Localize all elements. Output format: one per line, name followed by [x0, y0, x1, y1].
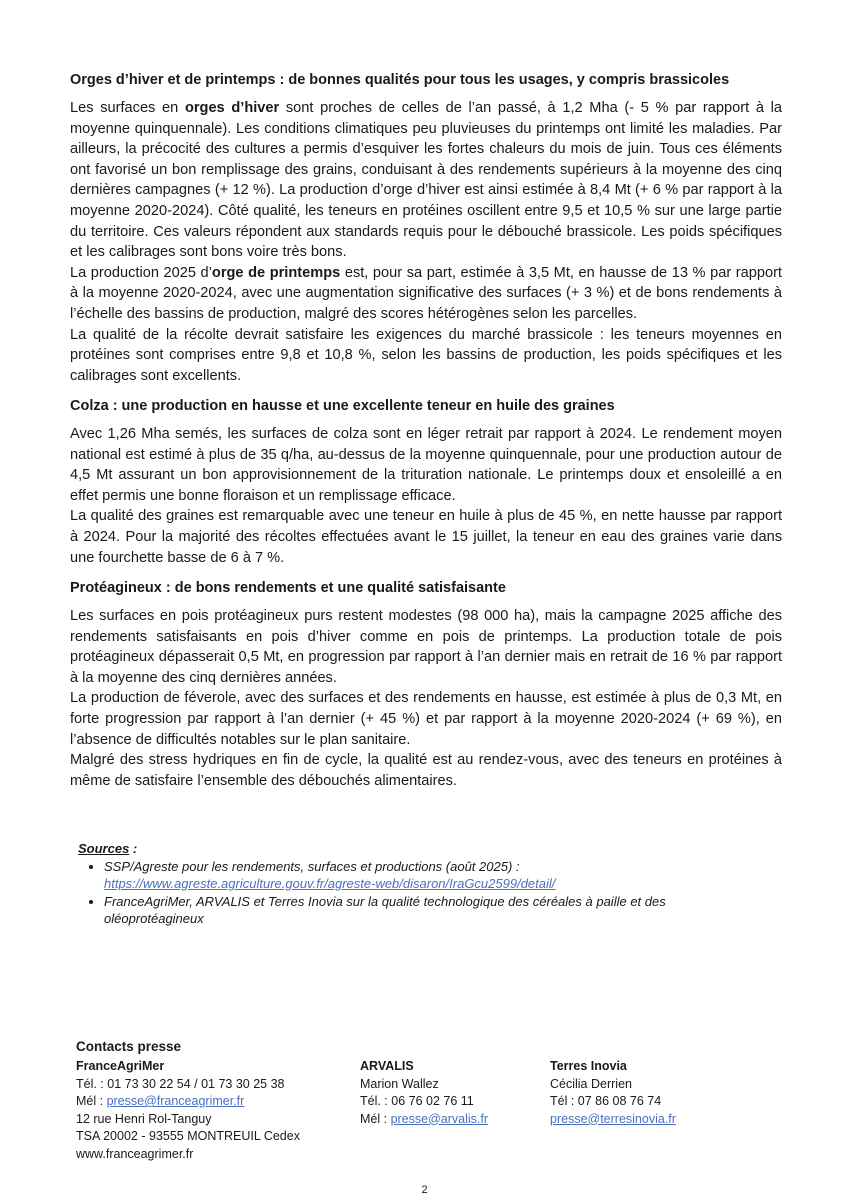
paragraph: La production de féverole, avec des surfaces et des rendements en hausse, est estimée à plus de 0,3 Mt, en forte progression par rapport à l’an dernier (+ 45 %) et par rapport à la moyenne 2020-2024 (+ 69 %), en l’absence de difficultés notables sur le plan sanitaire. [70, 690, 782, 748]
section-heading: Protéagineux : de bons rendements et une qualité satisfaisante [70, 580, 506, 596]
source-item: • SSP/Agreste pour les rendements, surfaces et productions (août 2025) : https://www.agreste.agriculture.gouv.fr/agreste-web/disaron/IraGcu2599/detail/ [104, 858, 758, 893]
paragraph: La qualité des graines est remarquable avec une teneur en huile à plus de 45 %, en nette hausse par rapport à 2024. Pour la majorité des récoltes effectuées avant le 15 juillet, la teneur en eau des graines varie dans une fourchette basse de 6 à 7 %. [70, 508, 782, 566]
terres-inovia-email-link[interactable]: presse@terresinovia.fr [550, 1111, 676, 1126]
sources: Sources : • SSP/Agreste pour les rendements, surfaces et productions (août 2025) : https://www.agreste.agriculture.gouv.fr/agreste-web/disaron/IraGcu2599/detail/ • FranceAgriMer, ARVALIS et Terres Inovia sur la qualité technologique des céréales à paille et des oléoprotéagineux [78, 840, 758, 928]
section-heading: Orges d’hiver et de printemps : de bonnes qualités pour tous les usages, y compris brassicoles [70, 72, 730, 88]
contact-arvalis: ARVALIS Marion Wallez Tél. : 06 76 02 76 11 Mél : presse@arvalis.fr [360, 1059, 488, 1126]
contacts-title: Contacts presse [76, 1039, 182, 1054]
contact-franceagrimer: FranceAgriMer Tél. : 01 73 30 22 54 / 01 73 30 25 38 Mél : presse@franceagrimer.fr 12 rue Henri Rol-Tanguy TSA 20002 - 93555 MONTREUIL Cedex www.franceagrimer.fr [76, 1059, 300, 1161]
section-orges [70, 70, 782, 386]
paragraph: La qualité de la récolte devrait satisfaire les exigences du marché brassicole : les teneurs moyennes en protéines sont comprises entre 9,8 et 10,8 %, selon les bassins de production, les poids spécifiques et les calibrages sont excellents. [70, 326, 782, 384]
franceagrimer-email-link[interactable]: presse@franceagrimer.fr [106, 1094, 245, 1108]
arvalis-email-link[interactable]: presse@arvalis.fr [390, 1111, 488, 1126]
agreste-link[interactable]: https://www.agreste.agriculture.gouv.fr/agreste-web/disaron/IraGcu2599/detail/ [104, 876, 556, 891]
paragraph: Malgré des stress hydriques en fin de cycle, la qualité est au rendez-vous, avec des teneurs en protéines à même de satisfaire l’ensemble des débouchés alimentaires. [70, 752, 782, 789]
paragraph: Les surfaces en orges d’hiver sont proches de celles de l’an passé, à 1,2 Mha (- 5 % par rapport à la moyenne quinquennale). Les conditions climatiques peu pluvieuses du printemps ont limité les maladies. Par ailleurs, la précocité des cultures a permis d’esquiver les fortes chaleurs du mois de juin. Tous ces éléments ont favorisé un bon remplissage des grains, conduisant à des rendements supérieurs à la moyenne des cinq dernières campagnes (+ 12 %). La production d’orge d’hiver est ainsi estimée à 8,4 Mt (+ 6 % par rapport à la moyenne 2020-2024). Côté qualité, les teneurs en protéines oscillent entre 9,5 et 10,5 % sur une large partie du territoire. Ces valeurs répondent aux standards requis pour le débouché brassicole. Les poids spécifiques et les calibrages sont bons voire très bons. [70, 100, 782, 261]
paragraph: La production 2025 d’orge de printemps est, pour sa part, estimée à 3,5 Mt, en hausse de 13 % par rapport à la moyenne 2020-2024, avec une augmentation significative des surfaces (+ 3 %) et de bons rendements à l’échelle des bassins de production, malgré des scores hétérogènes selon les parcelles. [70, 264, 782, 322]
paragraph: Avec 1,26 Mha semés, les surfaces de colza sont en léger retrait par rapport à 2024. Le rendement moyen national est estimé à plus de 35 q/ha, au-dessus de la moyenne quinquennale, pour une production autour de 4,5 Mt assurant un bon approvisionnement de la trituration nationale. Le printemps doux et ensoleillé a en effet permis une bonne floraison et un remplissage efficace. [70, 426, 782, 504]
press-contacts [76, 1038, 676, 1161]
section-proteagineux [70, 578, 782, 791]
contact-terres-inovia: Terres Inovia Cécilia Derrien Tél : 07 86 08 76 74 presse@terresinovia.fr [550, 1059, 676, 1126]
section-colza [70, 396, 782, 568]
section-heading: Colza : une production en hausse et une excellente teneur en huile des graines [70, 398, 615, 414]
paragraph: Les surfaces en pois protéagineux purs restent modestes (98 000 ha), mais la campagne 2025 affiche des rendements satisfaisants en pois d’hiver comme en pois de printemps. La production totale de pois protéagineux dépasserait 0,5 Mt, en progression par rapport à l’an dernier mais en retrait de 16 % par rapport à la moyenne des cinq dernières années. [70, 608, 782, 686]
source-item: • FranceAgriMer, ARVALIS et Terres Inovia sur la qualité technologique des céréales à paille et des oléoprotéagineux [104, 893, 758, 928]
sources-title: Sources [78, 841, 130, 856]
page-number: 2 [421, 1184, 428, 1196]
